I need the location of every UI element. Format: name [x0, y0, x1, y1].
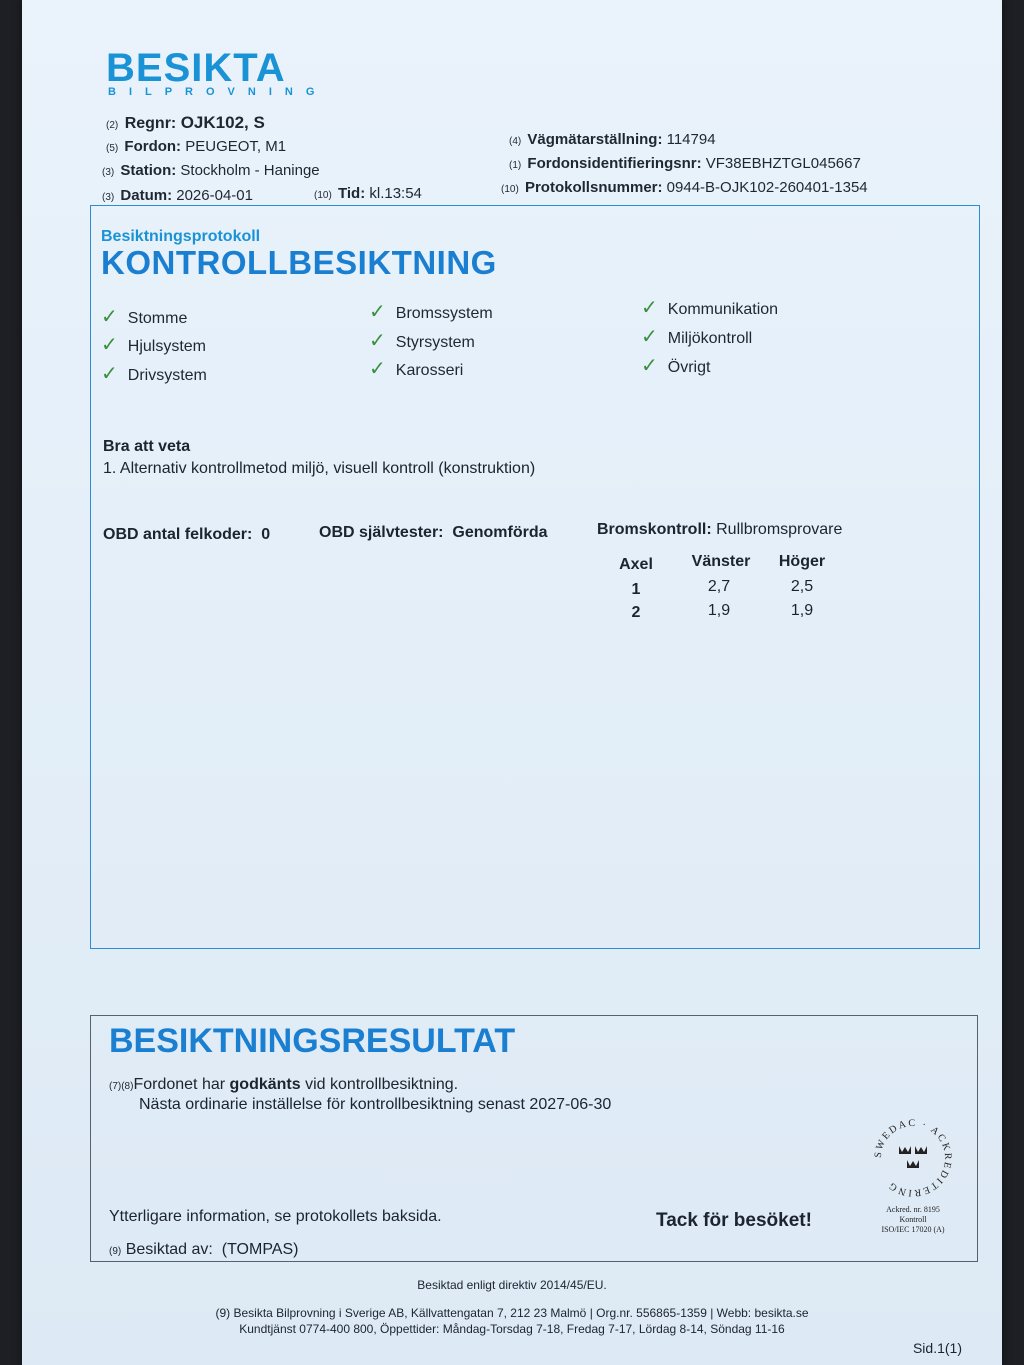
fordon-value: PEUGEOT, M1 [185, 138, 287, 155]
page-number: Sid.1(1) [912, 1340, 962, 1356]
regnr-field: (2) Regnr: OJK102, S [106, 113, 265, 132]
check-icon: ✓ [101, 334, 118, 356]
result-approved: godkänts [229, 1076, 301, 1093]
fordon-field: (5) Fordon: PEUGEOT, M1 [106, 138, 287, 155]
logo-subtitle: BILPROVNING [108, 86, 328, 98]
brake-cell: 2,5 [790, 578, 814, 595]
check-item: ✓ Övrigt [641, 355, 711, 377]
check-item: ✓ Bromssystem [369, 301, 493, 323]
check-item: ✓ Stomme [101, 306, 188, 328]
tid-value: kl.13:54 [369, 185, 422, 202]
inspection-document [22, 0, 1002, 1365]
inspected-by: (9) Besiktad av: (TOMPAS) [109, 1241, 299, 1258]
vin-field: (1) Fordonsidentifieringsnr: VF38EBHZTGL045667 [509, 155, 861, 172]
footer-directive: Besiktad enligt direktiv 2014/45/EU. [417, 1278, 607, 1292]
station-field: (3) Station: Stockholm - Haninge [102, 162, 320, 179]
check-icon: ✓ [369, 330, 386, 352]
brake-header-left: Vänster [691, 553, 751, 570]
protocol-label: Besiktningsprotokoll [101, 228, 261, 245]
check-icon: ✓ [369, 358, 386, 380]
thanks-text: Tack för besöket! [656, 1210, 812, 1231]
brake-cell: 2,7 [707, 578, 731, 595]
vagmatare-field: (4) Vägmätarställning: 114794 [509, 131, 716, 148]
vagmatare-value: 114794 [666, 131, 716, 148]
result-statement: (7)(8)Fordonet har godkänts vid kontrollbesiktning. [109, 1076, 459, 1093]
obd-faults-value: 0 [261, 526, 271, 543]
note-text: 1. Alternativ kontrollmetod miljö, visuell kontroll (konstruktion) [103, 460, 536, 477]
check-icon: ✓ [641, 355, 658, 377]
seal-line: Kontroll [899, 1215, 927, 1224]
datum-value: 2026-04-01 [176, 187, 253, 204]
check-icon: ✓ [641, 297, 658, 319]
check-item: ✓ Karosseri [369, 358, 464, 380]
check-item: ✓ Miljökontroll [641, 326, 753, 348]
besikta-logo [106, 48, 327, 98]
footer-company: (9) Besikta Bilprovning i Sverige AB, Källvattengatan 7, 212 23 Malmö | Org.nr. 556865-1359 | Webb: besikta.se Kundtjänst 0774-400 800, Öppettider: Måndag-Torsdag 7-18, Fredag 7-17, Lördag 8-14, Söndag 11-16 [215, 1306, 809, 1336]
check-item: ✓ Kommunikation [641, 297, 779, 319]
logo-wordmark: BESIKTA [106, 46, 286, 90]
brake-control: Bromskontroll: Rullbromsprovare [597, 521, 843, 538]
obd-faults: OBD antal felkoder: 0 [103, 526, 271, 543]
station-value: Stockholm - Haninge [180, 162, 320, 179]
datum-field: (3) Datum: 2026-04-01 [102, 187, 253, 204]
brake-cell: 1,9 [707, 602, 731, 619]
check-icon: ✓ [101, 363, 118, 385]
obd-selftest: OBD självtester: Genomförda [319, 524, 548, 541]
check-item: ✓ Drivsystem [101, 363, 207, 385]
obd-selftest-value: Genomförda [452, 524, 548, 541]
protocol-title: KONTROLLBESIKTNING [101, 244, 497, 281]
brake-method: Rullbromsprovare [716, 521, 843, 538]
vin-value: VF38EBHZTGL045667 [705, 155, 861, 172]
tid-field: (10) Tid: kl.13:54 [314, 185, 422, 202]
svg-text:SWEDAC · ACKREDITERING: SWEDAC · ACKREDITERING [872, 1117, 954, 1199]
brake-header-right: Höger [778, 553, 826, 570]
brake-header-axel: Axel [619, 556, 653, 573]
more-info: Ytterligare information, se protokollets baksida. [109, 1208, 442, 1225]
check-item: ✓ Styrsystem [369, 330, 475, 352]
inspector-value: (TOMPAS) [221, 1241, 299, 1258]
seal-line: ISO/IEC 17020 (A) [881, 1225, 945, 1234]
protokoll-field: (10) Protokollsnummer: 0944-B-OJK102-260401-1354 [501, 179, 868, 196]
regnr-value: OJK102, S [180, 113, 265, 132]
check-icon: ✓ [369, 301, 386, 323]
protokoll-value: 0944-B-OJK102-260401-1354 [666, 179, 868, 196]
protocol-box [90, 205, 980, 949]
note-title: Bra att veta [103, 438, 191, 455]
seal-line: Ackred. nr. 8195 [886, 1205, 940, 1214]
brake-cell: 1 [631, 581, 641, 598]
swedac-crown-icon [871, 1116, 955, 1200]
result-title: BESIKTNINGSRESULTAT [109, 1022, 516, 1060]
brake-cell: 2 [631, 604, 641, 621]
check-item: ✓ Hjulsystem [101, 334, 206, 356]
result-box [90, 1015, 978, 1262]
check-icon: ✓ [641, 326, 658, 348]
brake-cell: 1,9 [790, 602, 814, 619]
check-icon: ✓ [101, 306, 118, 328]
swedac-seal [871, 1116, 955, 1235]
next-inspection: Nästa ordinarie inställelse för kontrollbesiktning senast 2027-06-30 [139, 1096, 612, 1113]
